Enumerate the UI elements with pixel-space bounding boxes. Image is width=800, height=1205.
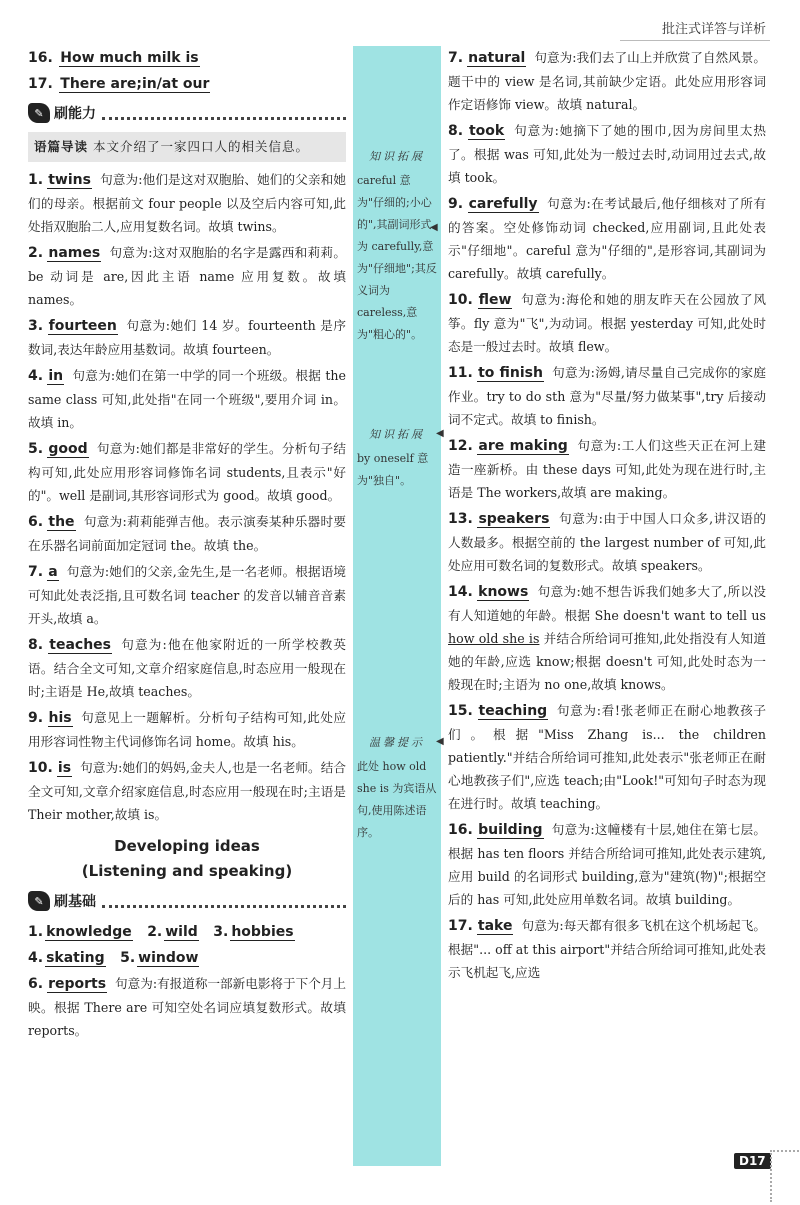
item-number: 10. — [448, 292, 473, 308]
item-number: 6. — [28, 514, 44, 530]
explanation-item — [28, 706, 346, 753]
answer: are making — [478, 438, 568, 454]
explanation-text: 句意见上一题解析。分析句子结构可知,此处应用形容词性物主代词修饰名词 home。故填 his。 — [28, 710, 346, 749]
answer: window — [138, 950, 199, 966]
answer: knowledge — [46, 924, 132, 940]
explanation-item — [28, 560, 346, 630]
tip-text: by oneself 意为"独自"。 — [357, 452, 429, 487]
explanation-text: 句意为:有报道称一部新电影将于下个月上映。根据 There are 可知空处名词应填复数形式。故填 reports。 — [28, 976, 346, 1038]
item-number: 12. — [448, 438, 473, 454]
item-number: 5. — [28, 441, 44, 457]
answer: reports — [48, 976, 107, 992]
item-number: 15. — [448, 703, 473, 719]
item-number: 2. — [147, 924, 163, 940]
explanation-item — [28, 314, 346, 361]
item-number: 6. — [28, 976, 44, 992]
explanation-text: 句意为:在考试最后,他仔细核对了所有的答案。空处修饰动词 checked,应用副词,且此处表示"仔细地"。careful 意为"仔细的",是形容词,其副词为 carefully。故填 carefully。 — [448, 196, 766, 281]
item-number: 4. — [28, 368, 44, 384]
explanation-item — [448, 361, 766, 431]
answer: teaching — [478, 703, 548, 719]
item-number: 14. — [448, 584, 473, 600]
answer: twins — [48, 172, 91, 188]
answer: a — [48, 564, 58, 580]
corner-decoration — [770, 1150, 800, 1202]
answer: names — [48, 245, 101, 261]
item-number: 16. — [28, 50, 53, 66]
explanation-text: 句意为:汤姆,请尽量自己完成你的家庭作业。try to do sth 意为"尽量/努力做某事",try 后接动词不定式。故填 to finish。 — [448, 365, 766, 427]
explanation-text: 句意为:工人们这些天正在河上建造一座新桥。由 these days 可知,此处为现在进行时,主语是 The workers,故填 are making。 — [448, 438, 766, 500]
explanation-text: 句意为:由于中国人口众多,讲汉语的人数最多。根据空前的 the largest number of 可知,此处应用可数名词的复数形式。故填 speakers。 — [448, 511, 766, 573]
page-header: 批注式详答与详析 — [661, 22, 766, 37]
arrow-icon: ◀ — [436, 736, 444, 747]
item-number: 11. — [448, 365, 473, 381]
answer: wild — [165, 924, 198, 940]
answer: There are;in/at our — [60, 76, 210, 92]
header-rule — [620, 40, 770, 41]
explanation-text: 句意为:她不想告诉我们她多大了,所以没有人知道她的年龄。根据 She doesn't want to tell us — [448, 584, 766, 623]
section-title-main: Developing ideas — [114, 837, 260, 855]
item-number: 9. — [28, 710, 44, 726]
brush-icon: ✎ — [28, 103, 50, 123]
answer: in — [48, 368, 64, 384]
explanation-item — [448, 192, 766, 285]
item-number: 2. — [28, 245, 44, 261]
answer: teaches — [49, 637, 111, 653]
banner-dots — [102, 107, 346, 120]
banner-badge — [28, 891, 96, 911]
tip-title: 知识拓展 — [369, 150, 425, 163]
explanation-item — [28, 972, 346, 1042]
banner-label: 刷能力 — [54, 106, 96, 122]
item-number: 8. — [448, 123, 464, 139]
answer-line-16 — [28, 46, 346, 70]
underlined-phrase: how old she is — [448, 631, 540, 646]
arrow-icon: ◀ — [430, 222, 438, 233]
answer: speakers — [478, 511, 550, 527]
item-number: 17. — [28, 76, 53, 92]
explanation-text: 句意为:她们 14 岁。fourteenth 是序数词,表达年龄应用基数词。故填 fourteen。 — [28, 318, 346, 357]
answer: is — [57, 760, 72, 776]
explanation-text: 并结合所给词可推知,此处指没有人知道她的年龄,应选 know;根据 doesn't 可知,此处时态为一般现在时;主语为 no one,故填 knows。 — [448, 631, 766, 692]
answer: took — [468, 123, 505, 139]
explanation-item — [28, 510, 346, 557]
tip-knowledge-2 — [357, 424, 437, 492]
explanation-item — [448, 119, 766, 189]
explanation-text: 句意为:她们的父亲,金先生,是一名老师。根据语境可知此处表泛指,且可数名词 teacher 的发音以辅音音素开头,故填 a。 — [28, 564, 346, 626]
explanation-text: 句意为:她们的妈妈,金夫人,也是一名老师。结合全文可知,文章介绍家庭信息,时态应用一般现在时;主语是 Their mother,故填 is。 — [28, 760, 346, 822]
answer: knows — [478, 584, 529, 600]
answer: good — [48, 441, 88, 457]
explanation-item — [28, 364, 346, 434]
answer: fourteen — [48, 318, 117, 334]
explanation-item — [28, 241, 346, 311]
explanation-item — [28, 756, 346, 826]
tip-title: 温馨提示 — [369, 736, 425, 749]
item-number: 5. — [120, 950, 136, 966]
item-number: 3. — [28, 318, 44, 334]
explanation-text: 句意为:看!张老师正在耐心地教孩子们。根据"Miss Zhang is... the children patiently."并结合所给词可推知,此处表示"张老师正在耐心地教孩子们",应选 teach;由"Look!"可知句子时态为现在进行时。故填 teaching。 — [448, 703, 766, 811]
answer: hobbies — [231, 924, 294, 940]
explanation-item — [448, 580, 766, 696]
explanation-text: 句意为:她们都是非常好的学生。分析句子结构可知,此处应用形容词修饰名词 students,且表示"好的"。well 是副词,其形容词形式为 good。故填 good。 — [28, 441, 346, 503]
answer: carefully — [468, 196, 538, 212]
explanation-item — [448, 288, 766, 358]
answer: to finish — [478, 365, 543, 381]
answer: natural — [468, 50, 526, 66]
basic-answers-row — [28, 946, 346, 970]
banner-dots — [102, 895, 346, 908]
answer: his — [48, 710, 72, 726]
item-number: 16. — [448, 822, 473, 838]
tip-text: 此处 how old she is 为宾语从句,使用陈述语序。 — [357, 760, 437, 839]
section-title — [28, 834, 346, 884]
item-number: 1. — [28, 172, 44, 188]
explanation-text: 句意为:他在他家附近的一所学校教英语。结合全文可知,文章介绍家庭信息,时态应用一般现在时;主语是 He,故填 teaches。 — [28, 637, 346, 699]
reading-guide — [28, 132, 346, 162]
item-number: 1. — [28, 924, 44, 940]
item-number: 13. — [448, 511, 473, 527]
answer: the — [48, 514, 75, 530]
tip-knowledge-1 — [357, 146, 437, 346]
explanation-text: 句意为:她们在第一中学的同一个班级。根据 the same class 可知,此处指"在同一个班级",要用介词 in。故填 in。 — [28, 368, 346, 430]
explanation-text: 句意为:海伦和她的朋友昨天在公园放了风筝。fly 意为"飞",为动词。根据 yesterday 可知,此处时态是一般过去时。故填 flew。 — [448, 292, 766, 354]
explanation-text: 句意为:这幢楼有十层,她住在第七层。根据 has ten floors 并结合所给词可推知,此处表示建筑,应用 build 的名词形式 building,意为"建筑(物)";根据空后的 has 可知,此处应用单数名词。故填 building。 — [448, 822, 766, 907]
guide-text: 本文介绍了一家四口人的相关信息。 — [93, 139, 310, 154]
item-number: 8. — [28, 637, 44, 653]
item-number: 10. — [28, 760, 53, 776]
explanation-item — [28, 633, 346, 703]
section-banner-ability — [28, 102, 346, 124]
explanation-item — [448, 46, 766, 116]
item-number: 3. — [213, 924, 229, 940]
explanation-item — [448, 818, 766, 911]
explanation-item — [448, 507, 766, 577]
explanation-item — [448, 914, 766, 984]
answer: skating — [46, 950, 105, 966]
item-number: 17. — [448, 918, 473, 934]
item-number: 7. — [28, 564, 44, 580]
arrow-icon: ◀ — [436, 428, 444, 439]
explanation-item — [28, 437, 346, 507]
explanation-text: 句意为:我们去了山上并欣赏了自然风景。题干中的 view 是名词,其前缺少定语。此处应用形容词作定语修饰 view。故填 natural。 — [448, 50, 766, 112]
item-number: 7. — [448, 50, 464, 66]
explanation-text: 句意为:他们是这对双胞胎、她们的父亲和她们的母亲。根据前文 four people 以及空后内容可知,此处指双胞胎二人,应用复数名词。故填 twins。 — [28, 172, 346, 234]
answer: building — [478, 822, 543, 838]
answer: flew — [478, 292, 512, 308]
explanation-text: 句意为:她摘下了她的围巾,因为房间里太热了。根据 was 可知,此处为一般过去时,动词用过去式,故填 took。 — [448, 123, 766, 185]
tip-title: 知识拓展 — [369, 428, 425, 441]
explanation-item — [448, 434, 766, 504]
basic-answers-row — [28, 920, 346, 944]
explanation-text: 句意为:莉莉能弹吉他。表示演奏某种乐器时要在乐器名词前面加定冠词 the。故填 the。 — [28, 514, 346, 553]
tip-warm-reminder — [357, 732, 437, 844]
answer: How much milk is — [60, 50, 199, 66]
explanation-item — [28, 168, 346, 238]
tip-text: careful 意为"仔细的;小心的",其副词形式为 carefully,意为"仔细地";其反义词为 careless,意为"粗心的"。 — [357, 174, 437, 341]
banner-badge — [28, 103, 96, 123]
page-number: D17 — [734, 1153, 771, 1169]
right-column — [448, 46, 766, 987]
explanation-text: 句意为:每天都有很多飞机在这个机场起飞。根据"... off at this airport"并结合所给词可推知,此处表示飞机起飞,应选 — [448, 918, 766, 980]
brush-icon: ✎ — [28, 891, 50, 911]
banner-label: 刷基础 — [54, 894, 96, 910]
answer: take — [477, 918, 513, 934]
answer-line-17 — [28, 72, 346, 96]
guide-label: 语篇导读 — [34, 139, 89, 154]
explanation-text: 句意为:这对双胞胎的名字是露西和莉莉。be 动词是 are,因此主语 name 应用复数。故填 names。 — [28, 245, 346, 307]
item-number: 4. — [28, 950, 44, 966]
section-title-sub: (Listening and speaking) — [81, 862, 293, 880]
left-column — [28, 46, 346, 1045]
section-banner-basic — [28, 890, 346, 912]
item-number: 9. — [448, 196, 464, 212]
explanation-item — [448, 699, 766, 815]
